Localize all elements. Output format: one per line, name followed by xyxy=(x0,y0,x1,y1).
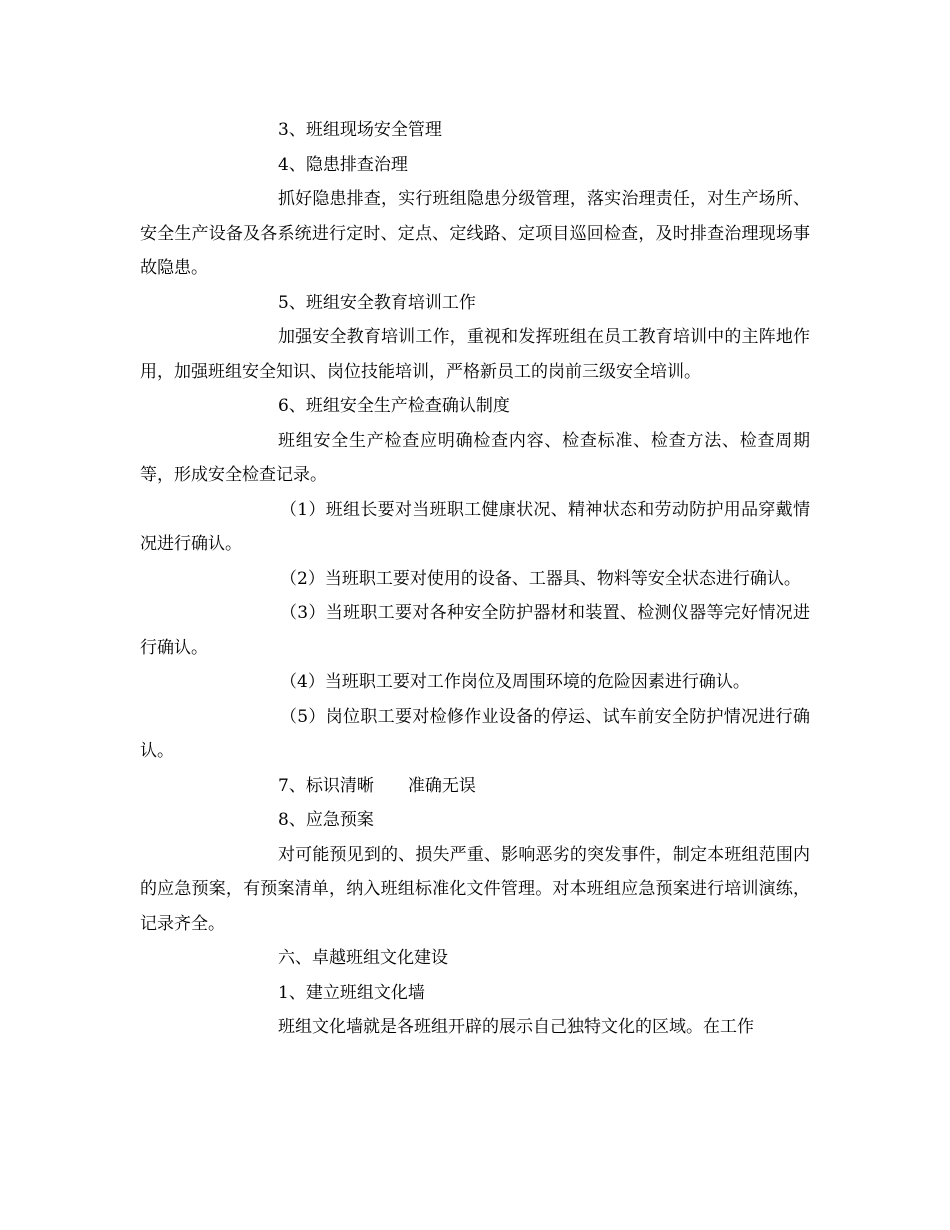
list-item-4: （4）当班职工要对工作岗位及周围环境的危险因素进行确认。 xyxy=(280,672,750,692)
paragraph-emergency-plan: 对可能预见到的、损失严重、影响恶劣的突发事件，制定本班组范围内的应急预案，有预案清单，纳入班组标准化文件管理。对本班组应急预案进行培训演练，记录齐全。 xyxy=(140,844,810,934)
chapter-heading-culture: 六、卓越班组文化建设 xyxy=(278,948,448,968)
document-body xyxy=(140,113,810,1045)
section-heading-culture-wall: 1、建立班组文化墙 xyxy=(278,982,425,1003)
section-heading-3: 3、班组现场安全管理 xyxy=(278,120,442,140)
section-heading-6: 6、班组安全生产检查确认制度 xyxy=(278,396,510,416)
list-item-1: （1）班组长要对当班职工健康状况、精神状态和劳动防护用品穿戴情况进行确认。 xyxy=(140,499,810,554)
paragraph-inspection-system: 班组安全生产检查应明确检查内容、检查标准、检查方法、检查周期等，形成安全检查记录。 xyxy=(140,430,810,485)
paragraph-safety-training: 加强安全教育培训工作，重视和发挥班组在员工教育培训中的主阵地作用，加强班组安全知识、岗位技能培训，严格新员工的岗前三级安全培训。 xyxy=(140,327,810,382)
list-item-5: （5）岗位职工要对检修作业设备的停运、试车前安全防护情况进行确认。 xyxy=(140,706,810,761)
paragraph-culture-wall: 班组文化墙就是各班组开辟的展示自己独特文化的区域。在工作 xyxy=(278,1017,754,1037)
paragraph-hazard-inspection: 抓好隐患排查，实行班组隐患分级管理，落实治理责任，对生产场所、安全生产设备及各系统进行定时、定点、定线路、定项目巡回检查，及时排查治理现场事故隐患。 xyxy=(140,189,810,278)
list-item-2: （2）当班职工要对使用的设备、工器具、物料等安全状态进行确认。 xyxy=(280,568,801,589)
section-heading-8: 8、应急预案 xyxy=(278,810,374,830)
list-item-3: （3）当班职工要对各种安全防护器材和装置、检测仪器等完好情况进行确认。 xyxy=(140,603,810,658)
section-heading-4: 4、隐患排查治理 xyxy=(278,154,408,175)
section-heading-7: 7、标识清晰 准确无误 xyxy=(278,775,476,796)
section-heading-5: 5、班组安全教育培训工作 xyxy=(278,292,476,313)
